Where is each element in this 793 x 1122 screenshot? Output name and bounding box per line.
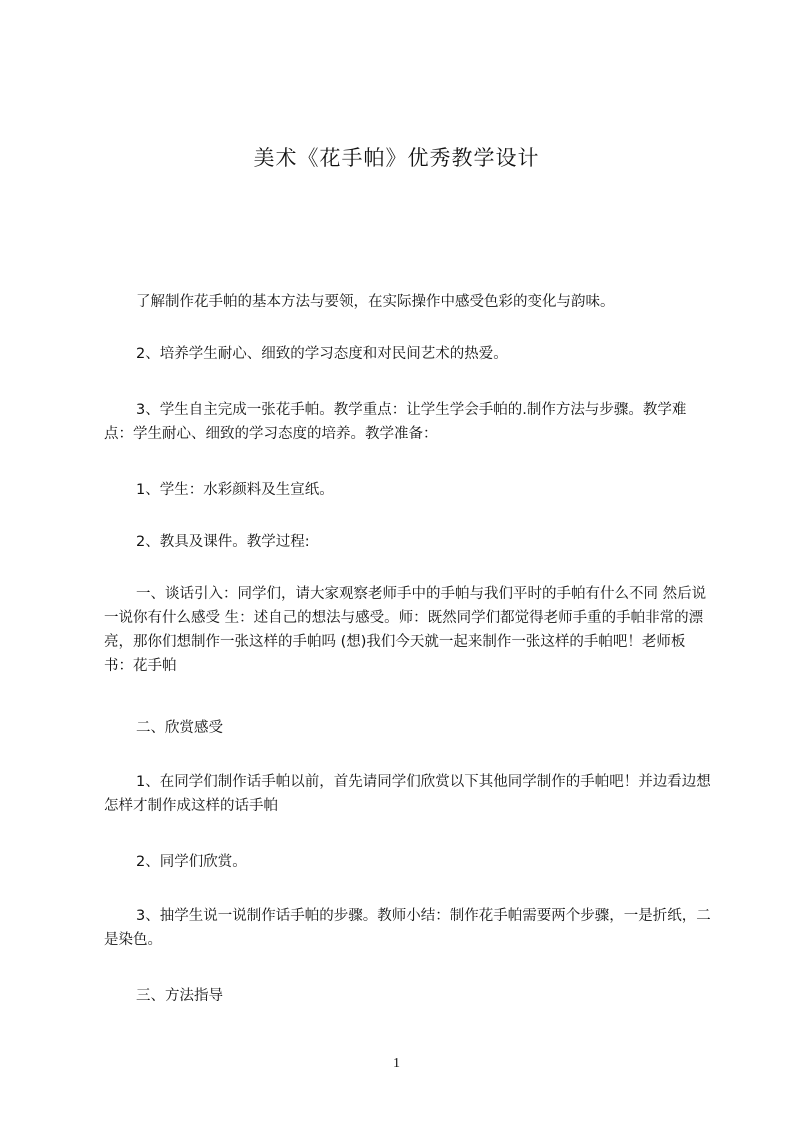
page-title: 美术《花手帕》优秀教学设计	[253, 146, 540, 170]
paragraph-student-materials: 1、学生：水彩颜料及生宣纸。	[136, 482, 334, 498]
section-heading-appreciation: 二、欣赏感受	[136, 720, 223, 736]
paragraph-introduction: 一、谈话引入：同学们，请大家观察老师手中的手帕与我们平时的手帕有什么不同 然后说一说你有什么感受 生：述自己的想法与感受。师：既然同学们都觉得老师手重的手帕非常的漂亮，那你们想制作一张这样的手帕吗 (想)我们今天就一起来制作一张这样的手帕吧！老师板书：花手帕	[104, 586, 707, 674]
paragraph-appreciation-1: 1、在同学们制作话手帕以前，首先请同学们欣赏以下其他同学制作的手帕吧！并边看边想怎样才制作成这样的话手帕	[104, 774, 711, 814]
paragraph-appreciation-3: 3、抽学生说一说制作话手帕的步骤。教师小结：制作花手帕需要两个步骤，一是折纸，二是染色。	[104, 908, 711, 948]
paragraph-appreciation-2: 2、同学们欣赏。	[136, 854, 247, 870]
section-heading-method: 三、方法指导	[136, 988, 223, 1004]
paragraph-attitude: 2、培养学生耐心、细致的学习态度和对民间艺术的热爱。	[136, 346, 508, 362]
paragraph-teaching-aids: 2、教具及课件。教学过程:	[136, 534, 310, 550]
paragraph-objective: 了解制作花手帕的基本方法与要领，在实际操作中感受色彩的变化与韵味。	[136, 294, 615, 310]
page-number: 1	[393, 1056, 400, 1071]
paragraph-key-points: 3、学生自主完成一张花手帕。教学重点：让学生学会手帕的.制作方法与步骤。教学难点：学生耐心、细致的学习态度的培养。教学准备：	[104, 402, 687, 442]
